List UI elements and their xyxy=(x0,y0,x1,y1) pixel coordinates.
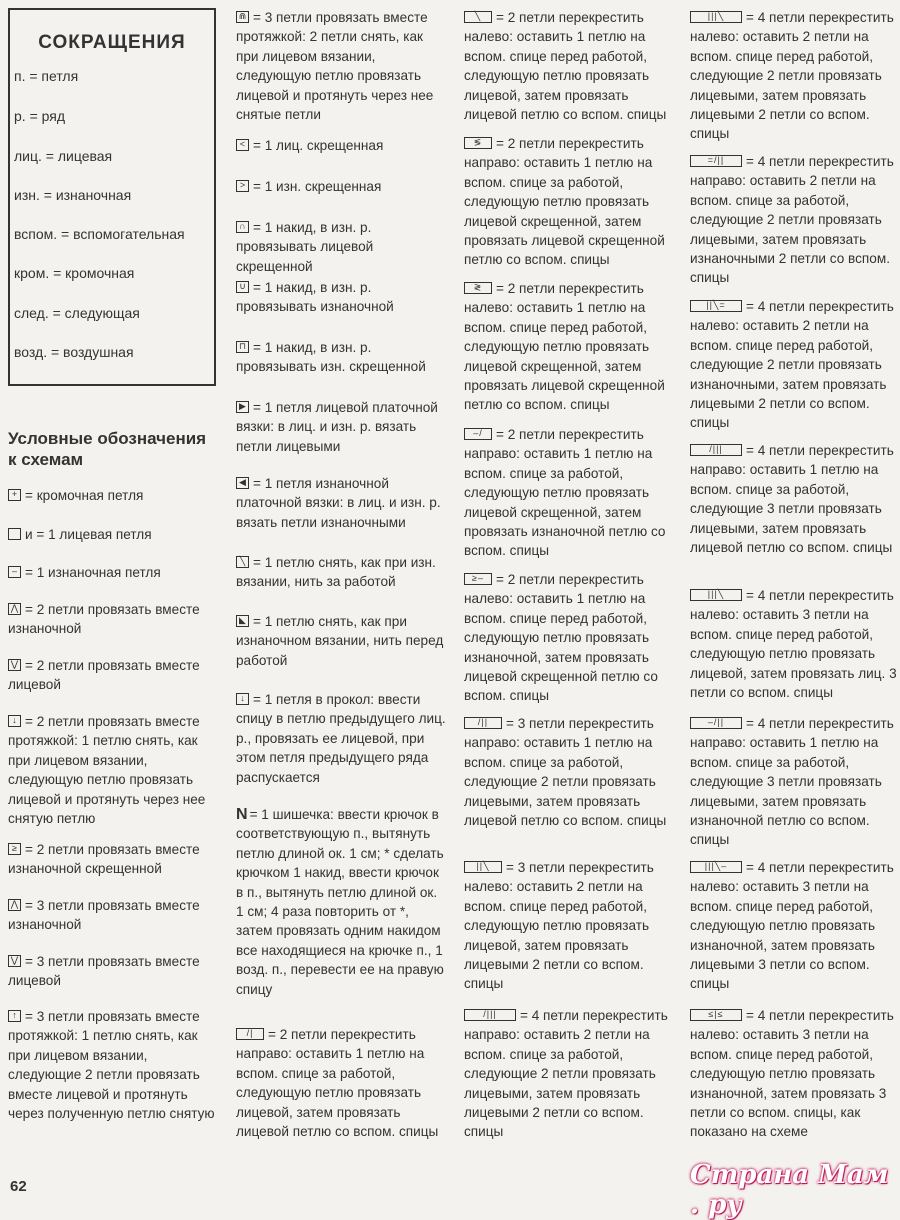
legend-entry: ≶ = 2 петли перекрестить направо: оставить 1 петлю на вспом. спице за работой, следующую петлю провязать лицевой скрещенной, затем провязать лицевой скрещенной петлю со вспом. спицы xyxy=(464,136,665,268)
cross-2-left-icon: ╲ xyxy=(464,11,492,23)
legend-entry: ≷ = 2 петли перекрестить налево: оставить 1 петлю на вспом. спице перед работой, следующую петлю провязать лицевой скрещенной, затем провязать лицевой скрещенной петлю со вспом. спицы xyxy=(464,281,665,413)
k-tbl-icon: < xyxy=(236,139,249,151)
legend-entry: |||╲– = 4 петли перекрестить налево: оставить 3 петли на вспом. спице перед работой, следующую петлю провязать изнаночной, затем провязать лицевыми 3 петли со вспом. спицы xyxy=(690,860,894,992)
legend-entry: ∪ = 1 накид, в изн. р. провязывать изнаночной xyxy=(236,280,394,315)
legend-entry: –/ = 2 петли перекрестить направо: оставить 1 петлю на вспом. спице за работой, следующую петлю провязать лицевой скрещенной, затем провязать изнаночной петлю со вспом. спицы xyxy=(464,427,666,559)
legend-entry: |||╲ = 4 петли перекрестить налево: оставить 2 петли на вспом. спице перед работой, следующие 2 петли провязать лицевыми, затем провязать лицевыми 2 петли со вспом. спицы xyxy=(690,10,894,142)
garter-purl-icon: ◀ xyxy=(236,477,249,489)
legend-entry: /||| = 4 петли перекрестить направо: оставить 1 петлю на вспом. спице за работой, следующие 3 петли провязать лицевыми, затем провязать лицевой петлю со вспом. спицы xyxy=(690,443,894,556)
legend-entry: =/|| = 4 петли перекрестить направо: оставить 2 петли на вспом. спице за работой, следующие 2 петли провязать лицевыми, затем провязать изнаночными 2 петли со вспом. спицы xyxy=(690,154,894,286)
legend-entry: ↑ = 3 петли провязать вместе протяжкой: 1 петлю снять, как при лицевом вязании, следующие 2 петли провязать вместе лицевой и протянуть через полученную петлю снятую xyxy=(8,1009,215,1122)
cross-4-right-icon: /||| xyxy=(464,1009,516,1021)
cross-4-left-icon: |||╲ xyxy=(690,11,742,23)
cross-3-left-icon: ||╲ xyxy=(464,861,502,873)
legend-entry: – = 1 изнаночная петля xyxy=(8,563,218,582)
p3tog-icon: ⋀ xyxy=(8,899,21,911)
abbr-item: возд. = воздушная xyxy=(14,344,134,360)
sk2p-icon: ↑ xyxy=(8,1010,21,1022)
cross-2-right-icon: /| xyxy=(236,1028,264,1040)
legend-entry: ⊓ = 1 накид, в изн. р. провязывать изн. скрещенной xyxy=(236,340,426,375)
abbr-item: след. = следующая xyxy=(14,305,140,321)
legend-entry: ⋀ = 2 петли провязать вместе изнаночной xyxy=(8,602,200,637)
cross-4-left-3-purl-b-icon: ≤|≤ xyxy=(690,1009,742,1021)
legend-entry: ◀ = 1 петля изнаночной платочной вязки: в лиц. и изн. р. вязать петли изнаночными xyxy=(236,476,441,530)
abbr-item: р. = ряд xyxy=(14,108,66,124)
cross-4-left-3-icon: |||╲ xyxy=(690,589,742,601)
abbr-item: кром. = кромочная xyxy=(14,265,135,281)
legend-entry: ↓ = 2 петли провязать вместе протяжкой: 1 петлю снять, как при лицевом вязании, следующую петлю провязать лицевой и протянуть через нее снятую петлю xyxy=(8,714,206,827)
legend-entry: ≤|≤ = 4 петли перекрестить налево: оставить 3 петли на вспом. спице перед работой, следующую петлю провязать изнаночной, затем провязать 3 петли со вспом. спицы, как показано на схеме xyxy=(690,1008,894,1140)
legend-entry: ≥ = 2 петли провязать вместе изнаночной скрещенной xyxy=(8,842,200,877)
cross-4-right-1-purl-icon: –/|| xyxy=(690,717,742,729)
cross-3-right-icon: /|| xyxy=(464,717,502,729)
legend-entry: N = 1 шишечка: ввести крючок в соответствующую п., вытянуть петлю длиной ок. 1 см; * сделать крючком 1 накид, ввести крючок в п., вытянуть петлю длиной ок. 1 см; 4 раза повторить от *, затем провязать одним накидом все находящиеся на крючке п., 1 возд. п., перевести ее на правую спицу xyxy=(236,806,444,997)
legend-entry: |||╲ = 4 петли перекрестить налево: оставить 3 петли на вспом. спице перед работой, следующую петлю провязать лицевой, затем провязать лиц. 3 петли со вспом. спицы xyxy=(690,588,897,701)
edge-stitch-icon: + xyxy=(8,489,21,501)
legend-entry: ╲ = 2 петли перекрестить налево: оставить 1 петлю на вспом. спице перед работой, следующую петлю провязать лицевой, затем провязать лицевой петлю со вспом. спицы xyxy=(464,10,667,123)
legend-entry: > = 1 изн. скрещенная xyxy=(236,177,446,196)
watermark: Страна Мам . ру xyxy=(690,1160,889,1220)
slip-wyib-icon: ╲ xyxy=(236,556,249,568)
slip-wyif-icon: ◣ xyxy=(236,615,249,627)
sk2p-purl-icon: ⋒ xyxy=(236,11,249,23)
legend-entry: ≥– = 2 петли перекрестить налево: оставить 1 петлю на вспом. спице перед работой, следующую петлю провязать изнаночной, затем провязать лицевой скрещенной петлю со вспом. спицы xyxy=(464,572,658,704)
purl-stitch-icon: – xyxy=(8,566,21,578)
abbr-item: вспом. = вспомогательная xyxy=(14,226,185,242)
abbr-item: лиц. = лицевая xyxy=(14,148,113,164)
legend-entry: /|| = 3 петли перекрестить направо: оставить 1 петлю на вспом. спице за работой, следующие 2 петли провязать лицевыми, затем провязать лицевой петлю со вспом. спицы xyxy=(464,716,667,829)
bobble-icon: N xyxy=(236,806,248,823)
cross-2-right-tbl-icon: ≶ xyxy=(464,137,492,149)
legend-entry: ◣ = 1 петлю снять, как при изнаночном вязании, нить перед работой xyxy=(236,614,444,668)
abbr-item: п. = петля xyxy=(14,68,79,84)
legend-entry: ⋀ = 3 петли провязать вместе изнаночной xyxy=(8,898,200,933)
legend-entry: + = кромочная петля xyxy=(8,486,218,505)
yo-purl-tbl-icon: ⊓ xyxy=(236,341,249,353)
yo-tbl-icon: ∩ xyxy=(236,221,249,233)
ssk-icon: ↓ xyxy=(8,715,21,727)
yo-purl-icon: ∪ xyxy=(236,281,249,293)
cross-4-left-3-purl-icon: |||╲– xyxy=(690,861,742,873)
p-tbl-icon: > xyxy=(236,180,249,192)
legend-entry: –/|| = 4 петли перекрестить направо: оставить 1 петлю на вспом. спице за работой, следующие 3 петли провязать лицевыми, затем провязать изнаночной петлю со вспом. спицы xyxy=(690,716,894,848)
k-below-icon: ↓ xyxy=(236,693,249,705)
cross-4-left-purl-icon: ||╲= xyxy=(690,300,742,312)
cross-2-right-purl-icon: –/ xyxy=(464,428,492,440)
k2tog-icon: ⋁ xyxy=(8,659,21,671)
legend-entry: < = 1 лиц. скрещенная xyxy=(236,136,446,155)
cross-4-right-purl-icon: =/|| xyxy=(690,155,742,167)
cross-2-left-tbl-icon: ≷ xyxy=(464,282,492,294)
legend-entry: ||╲ = 3 петли перекрестить налево: оставить 2 петли на вспом. спице перед работой, следующую петлю провязать лицевой, затем провязать лицевыми 2 петли со вспом. спицы xyxy=(464,860,654,992)
garter-knit-icon: ▶ xyxy=(236,401,249,413)
legend-entry: ∩ = 1 накид, в изн. р. провязывать лицевой скрещенной xyxy=(236,220,374,274)
abbr-item: изн. = изнаночная xyxy=(14,187,132,203)
legend-entry: ↓ = 1 петля в прокол: ввести спицу в петлю предыдущего лиц. р., провязать ее лицевой, при этом петля предыдущего ряда распускается xyxy=(236,692,446,785)
p2tog-tbl-icon: ≥ xyxy=(8,843,21,855)
legend-entry: ||╲= = 4 петли перекрестить налево: оставить 2 петли на вспом. спице перед работой, следующие 2 петли провязать изнаночными, затем провязать лицевыми 2 петли со вспом. спицы xyxy=(690,299,894,431)
legend-entry: и = 1 лицевая петля xyxy=(8,525,218,544)
legend-entry: ╲ = 1 петлю снять, как при изн. вязании, нить за работой xyxy=(236,555,436,590)
k3tog-icon: ⋁ xyxy=(8,955,21,967)
legend-entry: /| = 2 петли перекрестить направо: оставить 1 петлю на вспом. спице за работой, следующую петлю провязать лицевой, затем провязать лицевой петлю со вспом. спицы xyxy=(236,1027,439,1140)
knit-stitch-icon xyxy=(8,528,21,540)
legend-entry: ⋒ = 3 петли провязать вместе протяжкой: 2 петли снять, как при лицевом вязании, следующую петлю провязать лицевой и протянуть через нее снятые петли xyxy=(236,10,434,123)
abbreviations-title: СОКРАЩЕНИЯ xyxy=(38,32,186,53)
page-number: 62 xyxy=(10,1178,27,1195)
legend-entry: ▶ = 1 петля лицевой платочной вязки: в лиц. и изн. р. вязать петли лицевыми xyxy=(236,400,438,454)
p2tog-icon: ⋀ xyxy=(8,603,21,615)
cross-2-left-purl-icon: ≥– xyxy=(464,573,492,585)
legend-entry: ⋁ = 2 петли провязать вместе лицевой xyxy=(8,658,200,693)
legend-title: Условные обозначения к схемам xyxy=(8,429,207,469)
legend-entry: /||| = 4 петли перекрестить направо: оставить 2 петли на вспом. спице за работой, следующие 2 петли провязать лицевыми, затем провязать лицевыми 2 петли со вспом. спицы xyxy=(464,1008,668,1140)
cross-4-right-1-icon: /||| xyxy=(690,444,742,456)
legend-entry: ⋁ = 3 петли провязать вместе лицевой xyxy=(8,954,200,989)
